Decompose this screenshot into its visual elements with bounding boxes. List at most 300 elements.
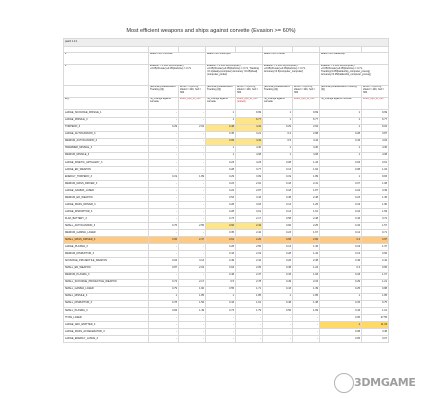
dps-to-hull-cell[interactable]: 3.48 [362,328,389,335]
hit-chance-cell[interactable]: - [149,314,179,321]
weapon-key-cell[interactable]: LARGE_MASS_DRIVER_3 [64,202,149,209]
weapon-key-cell[interactable]: SMALL_GAMMA_LASER [64,286,149,293]
dps-to-hull-cell[interactable]: 4.30 [362,145,389,152]
dps-to-hull-cell[interactable]: - [179,272,206,279]
weapon-key-cell[interactable]: SMALL_ED_WEAPON [64,265,149,272]
hit-chance-cell[interactable]: 0.79 [149,286,179,293]
dps-to-hull-cell[interactable]: 9.69 [236,110,263,117]
column-header[interactable]: effect_dps_to_hull [293,98,320,110]
dps-to-hull-cell[interactable]: 1.57 [362,223,389,230]
patch-cell[interactable]: patch 1.0.1 [64,39,389,47]
dps-to-hull-cell[interactable]: 0.61 [362,159,389,166]
hit-chance-cell[interactable]: - [263,314,293,321]
hit-chance-cell[interactable]: 0.64 [149,258,179,265]
subhead-cell[interactable]: armor = 0(3.8%), shield = 100, hull = 300 [362,86,389,98]
dps-to-hull-cell[interactable]: 3.87 [362,131,389,138]
weapon-key-cell[interactable]: LARGE_AUTOCANNON_3 [64,131,149,138]
subhead-cell[interactable]: (accuracy-MaxEvasion-Tracking (0)) [206,86,236,98]
hit-chance-cell[interactable]: 0.58 [263,216,293,223]
hit-chance-cell[interactable]: 0.61 [206,237,236,244]
weapon-key-cell[interactable]: SMALL_SCOURGE_PROJECTILE_WEAPON [64,279,149,286]
weapon-key-cell[interactable]: TORPEDO_3 [64,124,149,131]
hit-chance-cell[interactable]: 0.33 [263,272,293,279]
hit-chance-cell[interactable]: 0.55 [206,286,236,293]
dps-to-hull-cell[interactable]: 2.60 [293,237,320,244]
dps-to-hull-cell[interactable]: 4.32 [236,124,263,131]
dps-to-hull-cell[interactable]: 2.17 [236,216,263,223]
dps-to-hull-cell[interactable]: 1.42 [293,159,320,166]
hit-chance-cell[interactable]: 0.19 [149,173,179,180]
dps-to-hull-cell[interactable]: - [293,314,320,321]
dps-to-hull-cell[interactable]: 9.69 [362,110,389,117]
hit-chance-cell[interactable]: - [206,335,236,342]
column-header[interactable]: effect_dps_to_hull [179,98,206,110]
hit-chance-cell[interactable]: 0.5 [206,279,236,286]
dps-to-hull-cell[interactable]: - [179,138,206,145]
hit-chance-cell[interactable]: - [263,321,293,328]
dps-to-hull-cell[interactable]: - [179,195,206,202]
formula-destroyer-cell[interactable]: Evasion = 0.6+0.11(computer) +0.05(thruster)+0.05(doctrine) = 0.71, Tracking =0.1(ideal)+(computer) Accuracy =0.05(ideal)(computer_picket) [206,64,263,86]
hit-chance-cell[interactable]: 0.73 [206,216,236,223]
hit-chance-cell[interactable]: - [149,166,179,173]
dps-to-hull-cell[interactable]: - [179,335,206,342]
dps-to-hull-cell[interactable]: - [179,188,206,195]
hit-chance-cell[interactable]: - [206,314,236,321]
hit-chance-cell[interactable]: 0.73 [206,307,236,314]
hit-chance-cell[interactable]: 1 [263,117,293,124]
dps-to-hull-cell[interactable]: 1.21 [362,279,389,286]
hit-chance-cell[interactable]: - [206,321,236,328]
weapon-key-cell[interactable]: SMALL_AUTOCANNON_3 [64,223,149,230]
weapon-key-cell[interactable]: MEDIUM_DISRUPTOR_3 [64,251,149,258]
hit-chance-cell[interactable]: 1 [263,110,293,117]
weapon-key-cell[interactable]: MEDIUM_GAMMA_LASER [64,230,149,237]
dps-to-hull-cell[interactable]: - [236,321,263,328]
dps-to-hull-cell[interactable]: 0.75 [362,300,389,307]
hit-chance-cell[interactable]: 0.18 [263,180,293,187]
dps-to-hull-cell[interactable]: 2.42 [236,258,263,265]
dps-to-hull-cell[interactable]: 1.79 [236,307,263,314]
hit-chance-cell[interactable]: 0.74 [149,279,179,286]
dps-to-hull-cell[interactable]: 1.61 [236,300,263,307]
formula-battleship-cell[interactable]: Evasion = 0.6+0.11(computer) +0.05(thruster)+0.05(doctrine) = 0.71, Tracking=0.05(battleship_computer_precog) Accuracy=0.05(battleship_computer_precog) [320,64,389,86]
dps-to-hull-cell[interactable]: 1.38 [293,300,320,307]
subhead-cell[interactable]: (accuracy-MaxEvasion-Tracking (0)) [149,86,179,98]
dps-to-hull-cell[interactable]: - [179,110,206,117]
subhead-cell[interactable]: (accuracy-MaxEvasion-Tracking (0)) [320,86,362,98]
hit-chance-cell[interactable]: - [149,131,179,138]
hit-chance-cell[interactable]: 0.28 [206,166,236,173]
hit-chance-cell[interactable]: - [149,202,179,209]
hash-cell[interactable]: # [64,64,149,86]
dps-to-hull-cell[interactable]: 27.55 [362,314,389,321]
dps-to-hull-cell[interactable]: 1.08 [362,180,389,187]
dps-to-hull-cell[interactable]: 2.78 [236,279,263,286]
hit-chance-cell[interactable]: 0.16 [320,209,362,216]
hit-chance-cell[interactable]: - [149,335,179,342]
weapon-key-cell[interactable]: LARGE_SCOURGE_MISSILE_1 [64,110,149,117]
dps-to-hull-cell[interactable]: 1.36 [293,244,320,251]
hit-chance-cell[interactable]: 0.2 [320,237,362,244]
dps-to-hull-cell[interactable]: 3.03 [236,202,263,209]
weapon-key-cell[interactable]: LARGE_PLASMA_3 [64,244,149,251]
weapon-key-cell[interactable]: MEDIUM_ED_WEAPON [64,195,149,202]
column-header[interactable]: hit_change against corvette [263,98,293,110]
hit-chance-cell[interactable]: - [149,110,179,117]
weapon-key-cell[interactable]: LARGE_MASS_ACCELERATOR_3 [64,328,149,335]
hit-chance-cell[interactable]: 0.48 [263,300,293,307]
dps-to-hull-cell[interactable]: 2.42 [236,230,263,237]
dps-to-hull-cell[interactable]: 1.85 [362,293,389,300]
hit-chance-cell[interactable]: 1 [320,117,362,124]
hit-chance-cell[interactable]: 1 [206,110,236,117]
dps-to-hull-cell[interactable]: 4.32 [236,138,263,145]
hash-cell[interactable]: # [64,52,149,64]
hit-chance-cell[interactable]: 1 [263,145,293,152]
weapon-key-cell[interactable]: ENERGY_TORPEDO_3 [64,173,149,180]
hit-chance-cell[interactable]: 0.48 [206,272,236,279]
dps-to-hull-cell[interactable]: - [179,152,206,159]
weapon-key-cell[interactable]: SCOURGE_PROJECTILE_WEAPON [64,258,149,265]
attack-destroyer-cell[interactable]: attack from Destroyer [206,52,263,64]
dps-to-hull-cell[interactable]: 2.26 [236,237,263,244]
dps-to-hull-cell[interactable]: - [179,314,206,321]
dps-to-hull-cell[interactable]: - [293,321,320,328]
dps-to-hull-cell[interactable]: 1.93 [293,272,320,279]
dps-to-hull-cell[interactable]: 1.42 [293,251,320,258]
dps-to-hull-cell[interactable]: 4.30 [236,145,263,152]
weapon-key-cell[interactable]: LARGE_ENERGY_LANCE_3 [64,335,149,342]
dps-to-hull-cell[interactable]: 2.37 [179,237,206,244]
hit-chance-cell[interactable]: 1 [320,152,362,159]
hit-chance-cell[interactable]: - [263,328,293,335]
weapon-key-cell[interactable]: SMALL_DISRUPTOR_3 [64,300,149,307]
hit-chance-cell[interactable]: 0.25 [320,286,362,293]
dps-to-hull-cell[interactable]: - [179,216,206,223]
hit-chance-cell[interactable]: 0.43 [320,138,362,145]
hit-chance-cell[interactable]: 0.28 [206,244,236,251]
formula-corvette-cell[interactable]: Evasion = 0.6+0.11(computer) +0.05(thruster)+0.05(doctrine) = 0.71 [149,64,206,86]
hit-chance-cell[interactable]: 1 [206,145,236,152]
dps-to-hull-cell[interactable]: 2.91 [236,180,263,187]
hit-chance-cell[interactable]: 0.13 [320,251,362,258]
dps-to-hull-cell[interactable]: - [179,251,206,258]
hit-chance-cell[interactable]: 0.87 [149,265,179,272]
hit-chance-cell[interactable]: - [149,209,179,216]
hit-chance-cell[interactable]: 1 [320,173,362,180]
attack-corvette-cell[interactable]: attack from Corvette [149,52,206,64]
hit-chance-cell[interactable]: 0.38 [263,265,293,272]
hit-chance-cell[interactable]: 1 [263,152,293,159]
hit-chance-cell[interactable]: 0.29 [320,279,362,286]
dps-to-hull-cell[interactable]: 3.07 [362,335,389,342]
weapon-key-cell[interactable]: LARGE_ED_WEAPON [64,166,149,173]
hit-chance-cell[interactable]: 0.35 [206,230,236,237]
dps-to-hull-cell[interactable]: - [179,180,206,187]
hit-chance-cell[interactable]: 0.13 [263,209,293,216]
weapon-key-cell[interactable]: LARGE_ARC_EMITTER_3 [64,321,149,328]
hit-chance-cell[interactable]: 0.24 [320,188,362,195]
hit-chance-cell[interactable]: 0.13 [263,244,293,251]
dps-to-hull-cell[interactable]: 2.41 [293,180,320,187]
hit-chance-cell[interactable]: 0.43 [320,216,362,223]
hit-chance-cell[interactable]: 0.29 [263,124,293,131]
dps-to-hull-cell[interactable]: - [179,202,206,209]
hit-chance-cell[interactable]: 0.29 [206,173,236,180]
dps-to-hull-cell[interactable]: 1.85 [179,293,206,300]
key-header-cell[interactable]: key [64,98,149,110]
hit-chance-cell[interactable]: 0.66 [206,223,236,230]
dps-to-hull-cell[interactable]: 4.08 [236,152,263,159]
hit-chance-cell[interactable]: 0.35 [206,131,236,138]
dps-to-hull-cell[interactable]: 4.23 [236,159,263,166]
weapon-key-cell[interactable]: LARGE_MISSILE_3 [64,117,149,124]
dps-to-hull-cell[interactable]: 2.05 [236,265,263,272]
dps-to-hull-cell[interactable]: 11.15 [362,321,389,328]
weapon-key-cell[interactable]: MEDIUM_AUTOCANNON_3 [64,138,149,145]
hit-chance-cell[interactable]: 1 [149,293,179,300]
attack-battleship-cell[interactable]: attack from Battleship [320,52,389,64]
column-header[interactable]: effect_dps_to_hull [362,98,389,110]
weapon-key-cell[interactable]: FLAK_BATTERY_3 [64,216,149,223]
dps-to-hull-cell[interactable]: 0.87 [362,237,389,244]
weapon-key-cell[interactable]: LARGE_GAMMA_LASER [64,188,149,195]
dps-to-hull-cell[interactable]: 2.19 [236,251,263,258]
dps-to-hull-cell[interactable]: 2.42 [362,258,389,265]
hit-chance-cell[interactable]: - [149,159,179,166]
hit-chance-cell[interactable]: 0.28 [206,209,236,216]
dps-to-hull-cell[interactable]: 2.25 [293,223,320,230]
hit-chance-cell[interactable]: 0.05 [320,314,362,321]
dps-to-hull-cell[interactable]: 1.01 [362,307,389,314]
dps-to-hull-cell[interactable]: - [179,131,206,138]
hit-chance-cell[interactable]: - [149,195,179,202]
dps-to-hull-cell[interactable]: - [179,321,206,328]
hit-chance-cell[interactable]: 0.34 [320,223,362,230]
hit-chance-cell[interactable]: - [149,251,179,258]
dps-to-hull-cell[interactable]: 4.30 [293,145,320,152]
dps-to-hull-cell[interactable]: 1.67 [293,230,320,237]
dps-to-hull-cell[interactable]: - [179,328,206,335]
dps-to-hull-cell[interactable]: 0.71 [362,230,389,237]
dps-to-hull-cell[interactable]: 1.62 [293,166,320,173]
hit-chance-cell[interactable]: 0.82 [263,223,293,230]
hit-chance-cell[interactable]: 0.65 [263,237,293,244]
hit-chance-cell[interactable]: 1 [320,321,362,328]
hit-chance-cell[interactable]: - [149,216,179,223]
dps-to-hull-cell[interactable]: 3.01 [236,209,263,216]
dps-to-hull-cell[interactable]: 2.15 [293,279,320,286]
dps-to-hull-cell[interactable]: 2.62 [293,124,320,131]
hit-chance-cell[interactable]: 0.29 [149,124,179,131]
dps-to-hull-cell[interactable]: 4.44 [293,138,320,145]
hit-chance-cell[interactable]: - [149,152,179,159]
hit-chance-cell[interactable]: 0.78 [149,300,179,307]
hit-chance-cell[interactable]: 1 [206,117,236,124]
dps-to-hull-cell[interactable]: - [236,328,263,335]
dps-to-hull-cell[interactable]: 1.85 [293,293,320,300]
hit-chance-cell[interactable]: 0.23 [263,230,293,237]
dps-to-hull-cell[interactable]: - [293,328,320,335]
hit-chance-cell[interactable]: - [206,328,236,335]
dps-to-hull-cell[interactable]: 2.38 [293,258,320,265]
dps-to-hull-cell[interactable]: 1.07 [362,272,389,279]
dps-to-hull-cell[interactable]: 0.66 [362,251,389,258]
dps-to-hull-cell[interactable]: 9.02 [362,124,389,131]
weapon-key-cell[interactable]: MEDIUM_MASS_DRIVER_3 [64,180,149,187]
hit-chance-cell[interactable]: 0.23 [320,195,362,202]
hit-chance-cell[interactable]: 1 [206,293,236,300]
hit-chance-cell[interactable]: 0.13 [263,166,293,173]
hit-chance-cell[interactable]: 0.65 [149,237,179,244]
hit-chance-cell[interactable]: 0.14 [320,230,362,237]
dps-to-hull-cell[interactable]: 1.69 [362,209,389,216]
dps-to-hull-cell[interactable]: 6.77 [236,117,263,124]
hit-chance-cell[interactable]: 0.28 [320,131,362,138]
hit-chance-cell[interactable]: - [149,188,179,195]
column-header[interactable]: effect_dps_to_hull (sorted) [236,98,263,110]
hit-chance-cell[interactable]: 1 [263,293,293,300]
hit-chance-cell[interactable]: - [149,244,179,251]
hit-chance-cell[interactable]: - [149,117,179,124]
dps-to-hull-cell[interactable]: 2.48 [293,216,320,223]
hit-chance-cell[interactable]: 1 [320,110,362,117]
hit-chance-cell[interactable]: - [149,230,179,237]
dps-to-hull-cell[interactable]: - [293,335,320,342]
weapon-key-cell[interactable]: TITAN_LASER [64,314,149,321]
hit-chance-cell[interactable]: 0.08 [320,166,362,173]
dps-to-hull-cell[interactable]: - [179,166,206,173]
dps-to-hull-cell[interactable]: - [179,230,206,237]
cell[interactable] [64,86,149,98]
dps-to-hull-cell[interactable]: 1.24 [293,265,320,272]
hit-chance-cell[interactable]: 1 [320,293,362,300]
hit-chance-cell[interactable]: 0.08 [263,159,293,166]
hit-chance-cell[interactable]: 0.5 [263,138,293,145]
dps-to-hull-cell[interactable]: 1.49 [179,307,206,314]
dps-to-hull-cell[interactable]: 6.77 [362,117,389,124]
dps-to-hull-cell[interactable]: 3.72 [362,216,389,223]
hit-chance-cell[interactable]: 0.23 [206,159,236,166]
hit-chance-cell[interactable]: 0.18 [263,188,293,195]
weapon-key-cell[interactable]: MEDIUM_MISSILE_3 [64,152,149,159]
dps-to-hull-cell[interactable]: 2.55 [179,223,206,230]
dps-to-hull-cell[interactable]: 2.04 [179,265,206,272]
dps-to-hull-cell[interactable]: - [179,159,206,166]
dps-to-hull-cell[interactable]: 1.39 [293,286,320,293]
dps-to-hull-cell[interactable]: 3.09 [236,173,263,180]
hit-chance-cell[interactable]: 0.65 [206,138,236,145]
dps-to-hull-cell[interactable]: 4.08 [293,152,320,159]
dps-to-hull-cell[interactable]: 1.56 [179,300,206,307]
dps-to-hull-cell[interactable]: 2.87 [236,188,263,195]
dps-to-hull-cell[interactable]: 3.43 [236,195,263,202]
hit-chance-cell[interactable]: 0.2 [263,131,293,138]
hit-chance-cell[interactable]: 0.43 [263,286,293,293]
hit-chance-cell[interactable]: 0.22 [206,188,236,195]
hit-chance-cell[interactable]: 0.48 [206,124,236,131]
dps-to-hull-cell[interactable]: 1.37 [362,244,389,251]
hit-chance-cell[interactable]: 0.49 [320,258,362,265]
hit-chance-cell[interactable]: 1 [206,152,236,159]
hit-chance-cell[interactable]: 0.53 [206,195,236,202]
hit-chance-cell[interactable]: 0.76 [149,223,179,230]
column-header[interactable]: hit_change against corvette [320,98,362,110]
hit-chance-cell[interactable]: - [263,335,293,342]
dps-to-hull-cell[interactable]: - [179,145,206,152]
dps-to-hull-cell[interactable]: 4.04 [362,138,389,145]
hit-chance-cell[interactable]: 0.03 [320,159,362,166]
weapon-key-cell[interactable]: MEDIUM_PLASMA_3 [64,272,149,279]
hit-chance-cell[interactable]: 0.84 [149,307,179,314]
dps-to-hull-cell[interactable]: 2.62 [179,124,206,131]
dps-to-hull-cell[interactable]: 1.04 [362,166,389,173]
hit-chance-cell[interactable]: - [149,272,179,279]
dps-to-hull-cell[interactable]: 1.71 [236,286,263,293]
subhead-cell[interactable]: armor = 0(3.8%), shield = 100, hull = 300 [293,86,320,98]
hit-chance-cell[interactable]: - [149,321,179,328]
dps-to-hull-cell[interactable]: 0.65 [362,265,389,272]
formula-cruiser-cell[interactable]: Evasion = 0.6+0.11(computer) +0.05(thruster)+0.05(doctrine) = 0.71, Accuracy=0.6(computer_computer) [263,64,320,86]
hit-chance-cell[interactable]: 0.43 [206,251,236,258]
hit-chance-cell[interactable]: 0.26 [263,258,293,265]
dps-to-hull-cell[interactable]: 2.48 [293,195,320,202]
weapon-key-cell[interactable]: LARGE_KINETIC_ARTILLERY_3 [64,159,149,166]
column-header[interactable]: hit_change against corvette [149,98,179,110]
dps-to-hull-cell[interactable]: 2.37 [236,272,263,279]
hit-chance-cell[interactable]: 0.49 [206,258,236,265]
hit-chance-cell[interactable]: - [149,180,179,187]
dps-to-hull-cell[interactable]: 1.90 [362,202,389,209]
dps-to-hull-cell[interactable]: 1.89 [293,173,320,180]
hit-chance-cell[interactable]: - [149,138,179,145]
dps-to-hull-cell[interactable]: 1.60 [179,286,206,293]
dps-to-hull-cell[interactable]: 9.69 [293,110,320,117]
dps-to-hull-cell[interactable]: 1.25 [293,202,320,209]
hit-chance-cell[interactable]: 0.56 [263,307,293,314]
dps-to-hull-cell[interactable]: 2.17 [179,279,206,286]
hit-chance-cell[interactable]: 0.08 [320,328,362,335]
hit-chance-cell[interactable]: 0.33 [320,300,362,307]
hit-chance-cell[interactable]: 0.23 [206,180,236,187]
dps-to-hull-cell[interactable]: 1.45 [362,195,389,202]
hit-chance-cell[interactable]: 0.13 [263,202,293,209]
hit-chance-cell[interactable]: 0.38 [263,195,293,202]
dps-to-hull-cell[interactable]: - [236,335,263,342]
hit-chance-cell[interactable]: 1 [320,145,362,152]
weapon-key-cell[interactable]: SMALL_MISSILE_3 [64,293,149,300]
dps-to-hull-cell[interactable]: 3.13 [179,258,206,265]
weapon-key-cell[interactable]: SMALL_MASS_DRIVER_3 [64,237,149,244]
dps-to-hull-cell[interactable]: 2.32 [236,223,263,230]
hit-chance-cell[interactable]: 0.19 [263,173,293,180]
hit-chance-cell[interactable]: 0.43 [320,307,362,314]
dps-to-hull-cell[interactable]: - [179,209,206,216]
hit-chance-cell[interactable]: 0.07 [320,180,362,187]
hit-chance-cell[interactable]: 0.3 [320,265,362,272]
hit-chance-cell[interactable]: 0.18 [320,272,362,279]
hit-chance-cell[interactable]: - [149,328,179,335]
hit-chance-cell[interactable]: 0.05 [320,335,362,342]
weapon-key-cell[interactable]: SWARMER_MISSILE_3 [64,145,149,152]
dps-to-hull-cell[interactable]: 9.83 [362,173,389,180]
weapon-key-cell[interactable]: LARGE_DISRUPTOR_3 [64,209,149,216]
subhead-cell[interactable]: armor = 0(3.8%), shield = 100, hull = 300 [179,86,206,98]
column-header[interactable]: hit_change against corvette [206,98,236,110]
dps-to-hull-cell[interactable]: - [179,244,206,251]
dps-to-hull-cell[interactable]: 0.88 [362,286,389,293]
subhead-cell[interactable]: armor = 0(3.8%), shield = 100, hull = 300 [236,86,263,98]
